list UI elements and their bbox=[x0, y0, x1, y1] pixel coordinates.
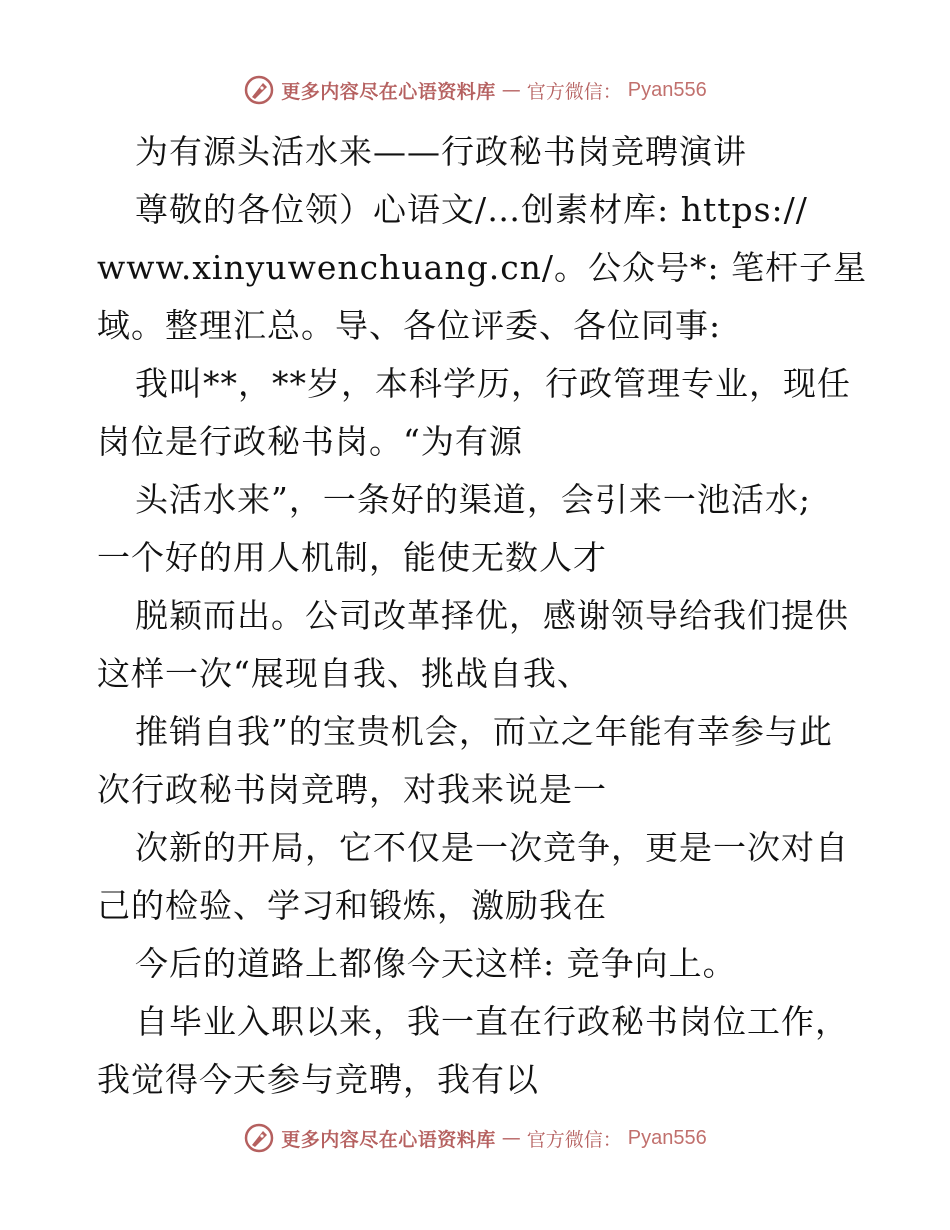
document-line: 脱颖而出。公司改革择优，感谢领导给我们提供 bbox=[135, 596, 849, 635]
footer-watermark-separator: — bbox=[501, 1127, 521, 1149]
pen-nib-logo-icon bbox=[243, 74, 275, 106]
document-title: 为有源头活水来——行政秘书岗竞聘演讲 bbox=[135, 132, 747, 171]
document-line: 岗位是行政秘书岗。“为有源 bbox=[97, 422, 523, 461]
document-body bbox=[97, 123, 868, 1109]
header-watermark-wechat-id: Pyan556 bbox=[627, 78, 707, 101]
document-line: 域。整理汇总。导、各位评委、各位同事: bbox=[97, 306, 722, 345]
footer-watermark-text: 更多内容尽在心语资料库 bbox=[281, 1128, 496, 1151]
header-watermark-text: 更多内容尽在心语资料库 bbox=[281, 80, 496, 103]
header-watermark-official-label: 官方微信： bbox=[526, 80, 622, 103]
header-watermark-banner bbox=[0, 70, 950, 110]
document-line: 这样一次“展现自我、挑战自我、 bbox=[97, 654, 591, 693]
document-line: 头活水来”，一条好的渠道，会引来一池活水; bbox=[135, 480, 811, 519]
document-line: 次行政秘书岗竞聘，对我来说是一 bbox=[97, 770, 607, 809]
document-line: 自毕业入职以来，我一直在行政秘书岗位工作， bbox=[135, 1002, 849, 1041]
document-line: 一个好的用人机制，能使无数人才 bbox=[97, 538, 607, 577]
footer-watermark-official-label: 官方微信： bbox=[526, 1128, 622, 1151]
footer-watermark-group bbox=[243, 1122, 707, 1154]
document-line: www.xinyuwenchuang.cn/。公众号*: 笔杆子星 bbox=[97, 248, 868, 287]
document-line: 己的检验、学习和锻炼，激励我在 bbox=[97, 886, 607, 925]
document-line: 推销自我”的宝贵机会，而立之年能有幸参与此 bbox=[135, 712, 833, 751]
document-line: 今后的道路上都像今天这样: 竞争向上。 bbox=[135, 944, 737, 983]
footer-watermark-wechat-id: Pyan556 bbox=[627, 1126, 707, 1149]
document-line: 次新的开局，它不仅是一次竞争，更是一次对自 bbox=[135, 828, 849, 867]
header-watermark-separator: — bbox=[501, 79, 521, 101]
document-line: 尊敬的各位领）心语文/…创素材库: https:// bbox=[135, 190, 808, 229]
document-line: 我叫**，**岁，本科学历，行政管理专业，现任 bbox=[135, 364, 851, 403]
header-watermark-group bbox=[243, 74, 707, 106]
footer-watermark-banner bbox=[0, 1118, 950, 1158]
document-line: 我觉得今天参与竞聘，我有以 bbox=[97, 1060, 539, 1099]
pen-nib-logo-icon bbox=[243, 1122, 275, 1154]
